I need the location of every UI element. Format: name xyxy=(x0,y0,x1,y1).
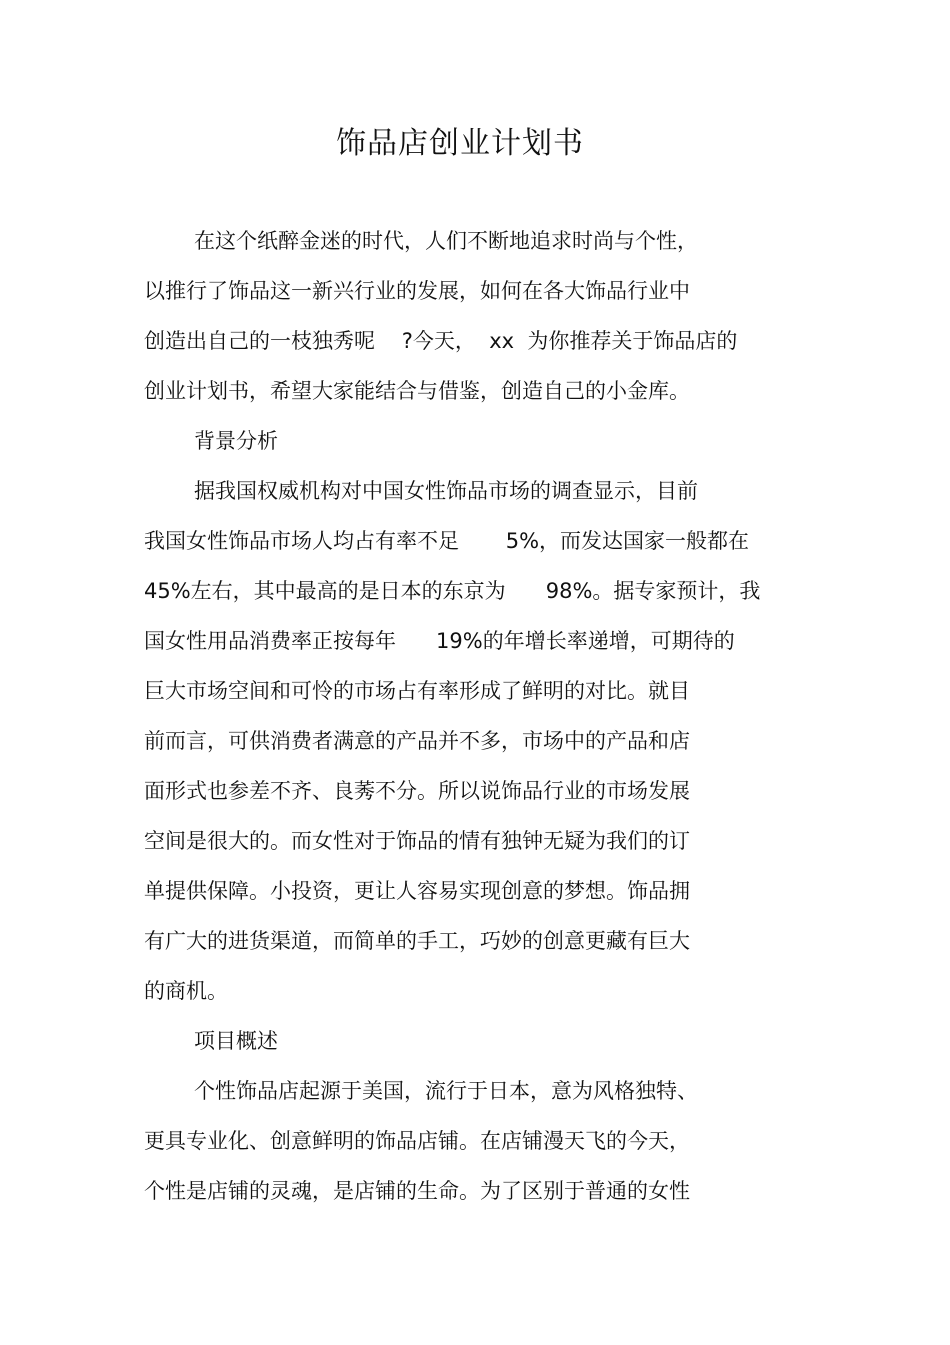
paragraph-line: 的商机。 xyxy=(144,979,228,1003)
section-heading-background: 背景分析 xyxy=(194,429,278,453)
document-title: 饰品店创业计划书 xyxy=(336,126,584,161)
paragraph-line: 创业计划书，希望大家能结合与借鉴，创造自己的小金库。 xyxy=(144,379,690,403)
paragraph-line: 单提供保障。小投资，更让人容易实现创意的梦想。饰品拥 xyxy=(144,879,690,903)
paragraph-line: 空间是很大的。而女性对于饰品的情有独钟无疑为我们的订 xyxy=(144,829,690,853)
paragraph-line: 面形式也参差不齐、良莠不分。所以说饰品行业的市场发展 xyxy=(144,779,690,803)
paragraph-line: 有广大的进货渠道，而简单的手工，巧妙的创意更藏有巨大 xyxy=(144,929,690,953)
paragraph-line: 创造出自己的一枝独秀呢 ?今天， xx 为你推荐关于饰品店的 xyxy=(144,329,738,353)
paragraph-line: 45%左右，其中最高的是日本的东京为 98%。据专家预计，我 xyxy=(144,579,761,603)
section-heading-overview: 项目概述 xyxy=(194,1029,278,1053)
paragraph-line: 以推行了饰品这一新兴行业的发展，如何在各大饰品行业中 xyxy=(144,279,690,303)
paragraph-line: 个性是店铺的灵魂，是店铺的生命。为了区别于普通的女性 xyxy=(144,1179,690,1203)
paragraph-line: 巨大市场空间和可怜的市场占有率形成了鲜明的对比。就目 xyxy=(144,679,690,703)
paragraph-line: 个性饰品店起源于美国，流行于日本，意为风格独特、 xyxy=(194,1079,698,1103)
paragraph-line: 在这个纸醉金迷的时代，人们不断地追求时尚与个性， xyxy=(194,229,698,253)
paragraph-line: 前而言，可供消费者满意的产品并不多，市场中的产品和店 xyxy=(144,729,690,753)
paragraph-line: 我国女性饰品市场人均占有率不足 5%，而发达国家一般都在 xyxy=(144,529,750,553)
paragraph-line: 国女性用品消费率正按每年 19%的年增长率递增，可期待的 xyxy=(144,629,735,653)
paragraph-line: 据我国权威机构对中国女性饰品市场的调查显示，目前 xyxy=(194,479,698,503)
paragraph-line: 更具专业化、创意鲜明的饰品店铺。在店铺漫天飞的今天， xyxy=(144,1129,690,1153)
